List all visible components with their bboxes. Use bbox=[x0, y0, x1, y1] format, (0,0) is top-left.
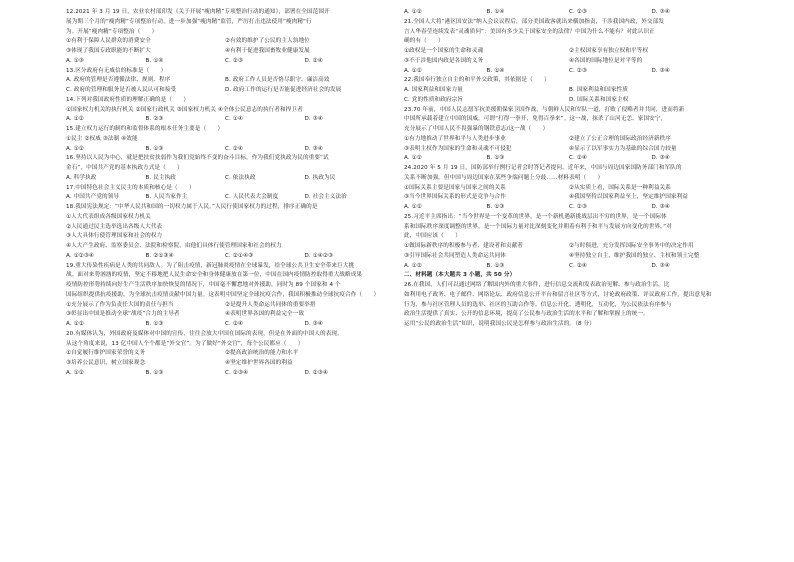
option-item: B. 政府工作人员是否恪尽职守、廉洁高效 bbox=[225, 77, 330, 84]
option-item: A. 国家利益和国家力量 bbox=[404, 87, 463, 93]
text-line: 26.在我国，人们可以通过网络了解国内外的重大事件，进行信息交流和发表政治见解、参与政治生活，比 bbox=[404, 282, 670, 288]
option-item: ①自觉履行维护国家荣誉的义务 bbox=[66, 350, 146, 357]
option-row bbox=[66, 310, 384, 320]
option-row bbox=[66, 369, 384, 379]
option-item: ②建立了公正合理的国际政治经济新秩序 bbox=[569, 135, 671, 142]
option-row bbox=[404, 252, 734, 262]
option-item: ①有力地推动了世界和平与人类进步事业 bbox=[404, 135, 506, 142]
text-line: 14.下列对我国政府性质的理解正确的是（ ） bbox=[66, 96, 190, 103]
option-item: ③培养公民意识，树立国家观念 bbox=[66, 360, 146, 366]
text-line: 20.有媒体认为，外国政府及媒体对中国的宣传，往往会放大中国在国际的表现，但是在外面的中国人的表现， bbox=[66, 330, 343, 337]
option-item: C. ②③ bbox=[569, 67, 587, 74]
text-line: 中国所承载着建立中国的国威，可谓“打得一拳开，免得百拳来”。这一战，抹杀了山河无恙、家国安宁， bbox=[404, 116, 667, 123]
option-item: D. ③④ bbox=[651, 9, 670, 15]
option-item: A. ①② bbox=[404, 262, 422, 269]
text-line: 此，中国应该（ ） bbox=[404, 233, 461, 240]
option-item: B. ②①③④ bbox=[145, 252, 174, 259]
option-item: C. 党的性质和政府宗旨 bbox=[404, 96, 464, 103]
option-item: C. ②③ bbox=[225, 57, 243, 64]
option-item: D. ③④ bbox=[651, 204, 670, 210]
text-line: ①人大代表组成各级国家权力机关 bbox=[66, 213, 151, 220]
option-item: A. ①③ bbox=[66, 57, 84, 64]
option-item: ③体现了我国专政职能的不断扩大 bbox=[66, 48, 151, 54]
option-item: ①国际关系主要是国家与国家之间的关系 bbox=[404, 184, 506, 191]
option-item: B. ②③ bbox=[145, 116, 164, 123]
option-row bbox=[66, 320, 384, 330]
option-item: ①做国际新秩序的积极参与者、建设者和贡献者 bbox=[404, 243, 523, 249]
option-row bbox=[404, 47, 734, 57]
option-row bbox=[404, 135, 734, 145]
option-item: C. ②①④③ bbox=[225, 252, 254, 259]
option-row bbox=[66, 359, 384, 369]
option-row bbox=[404, 86, 734, 96]
option-item: ③表明主权作为国家的生命和灵魂不可侵犯 bbox=[404, 145, 512, 152]
option-item: A. ①② bbox=[66, 321, 84, 327]
option-item: B. ①④ bbox=[486, 9, 505, 15]
text-line: 充分展示了中国人民不畏强暴的钢铁意志/这一战（ ） bbox=[404, 126, 549, 132]
option-item: D. 社会主义法治 bbox=[304, 194, 347, 201]
option-item: C. 人民代表大会制度 bbox=[225, 194, 279, 201]
option-item: C. ②④ bbox=[569, 155, 587, 162]
option-item: A. ①② bbox=[66, 145, 84, 152]
text-line: ①民主 ②权威 ③法制 ④效能 bbox=[66, 135, 138, 142]
option-item: ②从实质上看，国际关系是一种利益关系 bbox=[569, 184, 671, 191]
text-line: 12.2021 年 3 月 19 日，农业农村部印发《关于开展“瘦肉精”专项整治行动的通知》，部署在全国范围开 bbox=[66, 9, 330, 15]
option-item: C. ②④ bbox=[225, 321, 243, 327]
section-heading: 二、材料题（本大题共 3 小题，共 50 分） bbox=[404, 272, 516, 279]
text-line: 系和国际秩序深度调整的世界，是一个国际力量对比深刻变化并朝着有利于和平与发展方向变化的世界。”对 bbox=[404, 223, 672, 230]
text-line: 16.坚持以人民为中心，就是把扶贫扶弱作为我们党始终不变的奋斗目标，作为我们党执政为民的重要“试 bbox=[66, 155, 329, 162]
option-item: A. ①② bbox=[404, 9, 422, 15]
text-line: ③人大具体行使管理国家和社会的权力 bbox=[66, 233, 163, 240]
option-item: ③引导国际社会共同塑造人类命运共同体 bbox=[404, 252, 506, 259]
option-item: A. ①② bbox=[66, 369, 84, 376]
text-line: 运用“公民的政治生活”知识，说明我国公民是怎样参与政治生活的。（8 分） bbox=[404, 321, 595, 327]
option-item: ①有利于保障人民群众的消费安全 bbox=[66, 38, 151, 45]
option-item: ①政权是一个国家的生命和灵魂 bbox=[404, 48, 484, 54]
text-line: 25.习近平主席指出：“当今世界是一个变革的世界，是一个新机遇新挑战层出不穷的世界，是一个国际体 bbox=[404, 213, 667, 220]
option-item: ②主权国家享有独立权和平等权 bbox=[569, 48, 649, 54]
text-line: 如利用电子政务、电子邮件、网络论坛、政府信息公开平台和留言社区等方式，讨论政府政策、评议政府工作，提出意见和 bbox=[404, 291, 712, 298]
right-column bbox=[404, 8, 734, 330]
option-item: C. ②④ bbox=[569, 262, 587, 269]
option-item: B. ①③ bbox=[145, 321, 164, 327]
text-line: 金石”，中国共产党的基本执政方式是（ ） bbox=[66, 165, 183, 171]
option-item: C. ②④ bbox=[225, 145, 243, 152]
option-item: A. ①② bbox=[66, 116, 84, 123]
option-row bbox=[66, 174, 384, 184]
text-line: 21.全国人大将“港区国安法”纳入会议议程后，部分美国政客就出来横加指责，干涉我国内政，外交部发 bbox=[404, 18, 665, 25]
option-item: ③不干涉他国内政是各国的义务 bbox=[404, 57, 484, 64]
option-item: A. 科学执政 bbox=[66, 174, 97, 181]
option-row bbox=[66, 86, 384, 96]
text-line: 为。开展“瘦肉精”专项整治（ ） bbox=[66, 28, 158, 35]
option-item: D. ③④ bbox=[651, 155, 670, 162]
option-item: B. 人民当家作主 bbox=[145, 194, 188, 201]
option-item: ②提高政治统治的能力和水平 bbox=[225, 350, 299, 357]
text-line: ④人大产生政府、监察委员会、法院和检察院，由他们具体行使管理国家和社会的权力 bbox=[66, 243, 282, 249]
option-item: ④表明世界各国的利益完全一致 bbox=[225, 311, 305, 318]
option-row bbox=[66, 193, 384, 203]
option-item: D. ①④②③ bbox=[304, 252, 334, 259]
text-line: 言人华春莹连续发表“灵魂质问”：美国有多少关于国家安全的法律？中国为什么不能有？对此认识正 bbox=[404, 28, 655, 35]
option-item: D. ③④ bbox=[304, 116, 323, 123]
option-item: B. ①③ bbox=[486, 262, 505, 269]
option-item: ④坚定维护世界各国的利益 bbox=[225, 360, 293, 366]
text-line: 政治生活提供了真实、公开的信息环境，提高了公民参与政治生活的水平和了解和掌握上的统一。 bbox=[404, 311, 649, 318]
option-item: ③当今世界国际关系的形式是竞争与合作 bbox=[404, 194, 506, 201]
text-line: 13.区分政府有无威信的标准是（ ） bbox=[66, 67, 167, 74]
text-line: 15.建立权力运行的制约和监督体系的根本任务主要是（ ） bbox=[66, 126, 224, 132]
option-item: ①充分展示了作为负责任大国的责任与担当 bbox=[66, 301, 174, 308]
option-item: ④坚持独立自主，维护我国的独立、主权和领土完整 bbox=[569, 252, 700, 259]
text-line: 17.中国特色社会主义民主的本质和核心是（ ） bbox=[66, 184, 195, 191]
text-line: 19.重大传染性疾病是人类的共同敌人。为了阻击疫情，新冠肺炎疫情在全球暴发，给全球公共卫生安全带来巨大挑 bbox=[66, 262, 355, 269]
text-line: 从这个角度来说，13 亿中国人个个都是“外交官”。为了做好“外交官”，每个公民都应（ ） bbox=[66, 340, 304, 347]
option-row bbox=[66, 301, 384, 311]
option-item: C. 政府的管理和服务是否被人民认可和接受 bbox=[66, 87, 177, 93]
option-item: C. ②③④ bbox=[225, 369, 249, 376]
option-item: D. ③④ bbox=[304, 145, 323, 152]
option-item: A. 中国共产党的领导 bbox=[66, 194, 120, 201]
text-line: 关系不断加强，但中国与周边国家在某些争端问题上分歧……材料表明（ ） bbox=[404, 174, 604, 181]
option-item: ②有效的维护了公民的主人翁地位 bbox=[225, 38, 310, 45]
option-item: ②与时俱进，充分发挥国际安全事务中的决定作用 bbox=[569, 243, 694, 249]
option-item: ③彰显出中国是推动全球“战疫”合力的主导者 bbox=[66, 311, 180, 318]
option-row bbox=[66, 252, 384, 262]
option-item: C. 依法执政 bbox=[225, 174, 256, 181]
text-line: 24.2020 年 5 月 19 日，国防部举行例行记者会时答记者提问，近年来，中国与周边国家国防务部门和军队的 bbox=[404, 165, 682, 171]
option-item: A. 政府的管理是否遵循法律、规则、程序 bbox=[66, 77, 171, 84]
option-row bbox=[66, 47, 384, 57]
option-item: C. ②③ bbox=[569, 9, 587, 15]
option-item: ④有利于促进我国畜牧业健康发展 bbox=[225, 48, 310, 54]
option-item: B. ①③ bbox=[486, 204, 505, 210]
option-row bbox=[404, 184, 734, 194]
text-line: 18.我国宪法规定：“中华人民共和国的一切权力属于人民。”人民行使国家权力的过程，排序正确的是 bbox=[66, 204, 318, 210]
option-item: A. ①② bbox=[404, 155, 422, 162]
option-item: C. ②③ bbox=[569, 204, 587, 210]
option-item: B. ①③ bbox=[145, 369, 164, 376]
option-item: B. ①③ bbox=[145, 145, 164, 152]
option-item: A. ①② bbox=[404, 204, 422, 210]
option-item: B. 国家利益和国家性质 bbox=[569, 87, 628, 93]
option-row bbox=[66, 349, 384, 359]
text-line: 疫情防控形势持续向好生产生活秩序加快恢复的情况下，中国毫不懈怠地对外援助，同时为 89 个国家和 4 个 bbox=[66, 282, 341, 288]
option-item: A. ①②③④ bbox=[66, 252, 95, 259]
option-row bbox=[404, 262, 734, 272]
option-row bbox=[404, 193, 734, 203]
option-item: B. ①④ bbox=[145, 57, 164, 64]
option-item: D. ③④ bbox=[651, 262, 670, 269]
option-row bbox=[66, 145, 384, 155]
option-item: B. ①③ bbox=[486, 155, 505, 162]
text-line: 23.70 年前，中国人民志愿军抗美援朝保家卫国作战，与朝鲜人民和军队一道，打败了侵略者并共同，进而将新 bbox=[404, 106, 685, 113]
option-item: ④各国的国际地位是对平等的 bbox=[569, 57, 643, 64]
option-row bbox=[404, 8, 734, 18]
option-row bbox=[404, 154, 734, 164]
option-item: D. ②④ bbox=[304, 57, 323, 64]
option-item: D. ③④ bbox=[651, 67, 670, 74]
option-item: D. ②③④ bbox=[304, 369, 329, 376]
option-row bbox=[66, 115, 384, 125]
option-row bbox=[66, 76, 384, 86]
option-row bbox=[404, 242, 734, 252]
option-item: D. ③④ bbox=[304, 321, 323, 327]
option-item: D. 政府工作的运行是否能促进经济社会的发展 bbox=[225, 87, 342, 93]
option-row bbox=[66, 37, 384, 47]
option-row bbox=[404, 145, 734, 155]
text-line: ②人民通过民主选举选出各级人大代表 bbox=[66, 223, 163, 230]
option-item: B. 民主执政 bbox=[145, 174, 176, 181]
option-row bbox=[404, 67, 734, 77]
option-row bbox=[404, 96, 734, 106]
option-item: D. 执政为民 bbox=[304, 174, 336, 181]
option-item: ②是提升人类命运共同体的重要举措 bbox=[225, 301, 316, 308]
option-item: B. ①④ bbox=[486, 67, 505, 74]
text-line: 战。面对来势汹汹的疫情，坚定不移地把人民生命安全和身体健康放在第一位，中国在国内疫情防控取得重大战略成果 bbox=[66, 272, 363, 279]
text-line: 国际组织提供抗疫援助，为全球抗击疫情贡献中国力量。这表明中国坚定全球抗疫合作，我国积极推动全球抗疫合作（ ） bbox=[66, 291, 380, 298]
option-row bbox=[66, 57, 384, 67]
option-item: A. ①② bbox=[404, 67, 422, 74]
left-column bbox=[66, 8, 384, 379]
option-item: D. 国际关系和国家主权 bbox=[569, 96, 629, 103]
text-line: 22.我国奉行独立自主的和平外交政策，其依据是（ ） bbox=[404, 77, 550, 84]
option-row bbox=[404, 57, 734, 67]
text-line: 确的有（ ） bbox=[404, 38, 444, 45]
option-item: C. ①④ bbox=[225, 116, 243, 123]
text-line: ①国家权力机关的执行机关 ②国家行政机关 ③国家权力机关 ④全体公民意志的执行者和捍卫者 bbox=[66, 106, 303, 113]
option-item: ④显示了以军事实力为基础的综合国力较量 bbox=[569, 145, 677, 152]
text-line: 行为，参与社区管理人员的选举、社区的互助合作等。信息公开化，透明化，互动化，为公民依法有序参与 bbox=[404, 301, 672, 308]
option-row bbox=[404, 203, 734, 213]
option-item: ④我国坚持以国家利益至上，坚定维护国家利益 bbox=[569, 194, 688, 201]
text-line: 展为期三个月的“瘦肉精”专项整治行动，进一步加强“瘦肉精”监管，严厉打击违法使用“瘦肉精”行 bbox=[66, 18, 312, 25]
